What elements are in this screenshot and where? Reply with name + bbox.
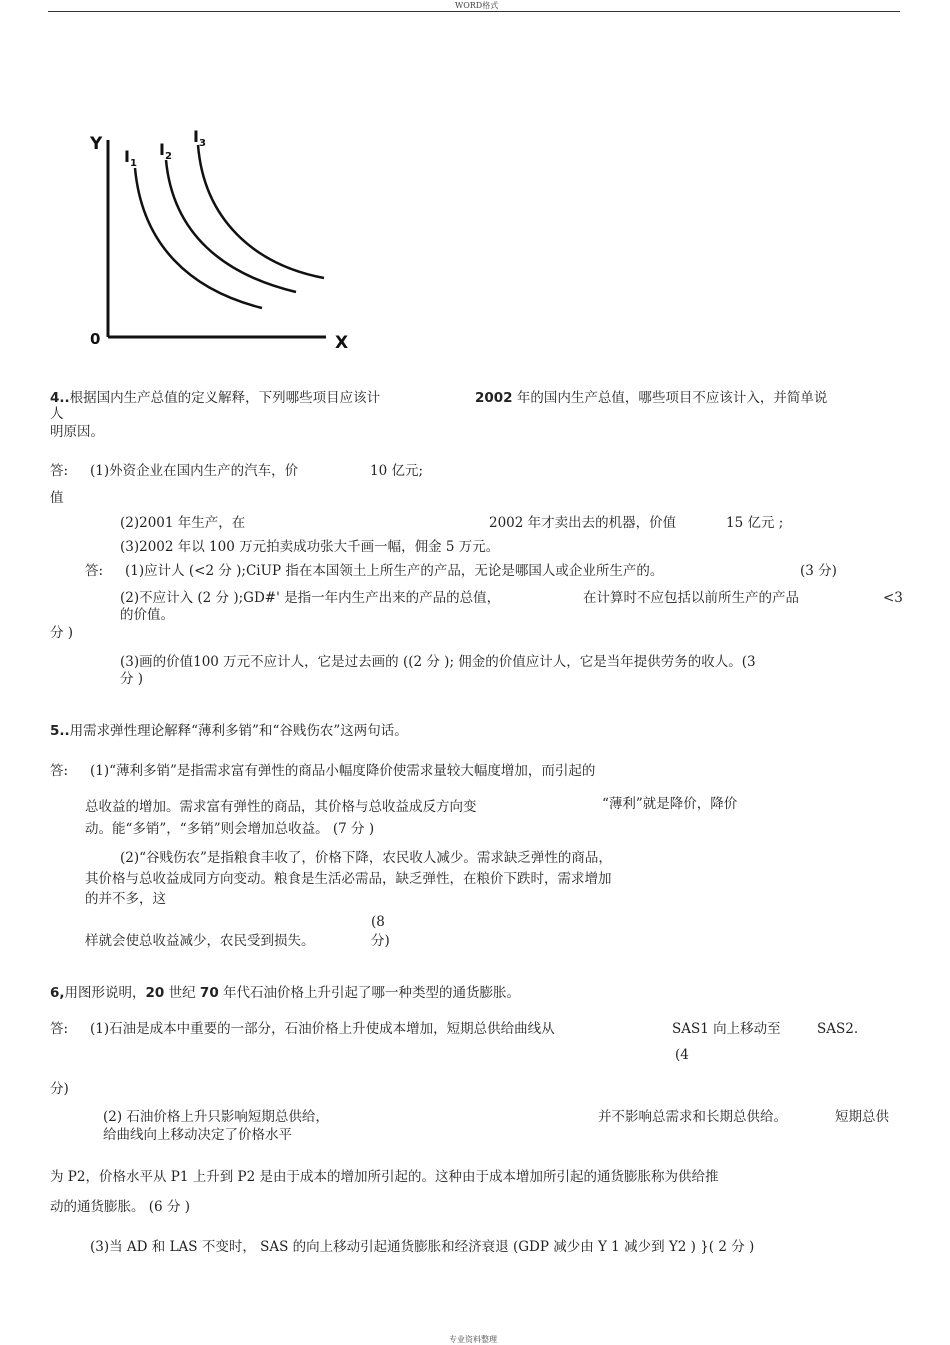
q4-answer2: (2)不应计入 (2 分 );GD#' 是指一年内生产出来的产品的总值， (120, 590, 501, 606)
q5-title: 用需求弹性理论解释“薄利多销”和“谷贱伤农”这两句话。 (69, 723, 408, 739)
curve-label-2: $I_2$ (159, 140, 172, 162)
q4-item1-wrap: 值 (50, 490, 64, 506)
q4-item1-value: 10 亿元; (370, 463, 424, 479)
q6-title-20: 20 (145, 985, 165, 1001)
q5-para1-line2: 总收益的增加。需求富有弹性的商品，其价格与总收益成反方向变 (85, 799, 477, 815)
q6-para4: (3)当 AD 和 LAS 不变时， SAS 的向上移动引起通货膨胀和经济衰退 (GDP 减少由 Y 1 减少到 Y2 ) }( 2 分 ) (90, 1239, 755, 1255)
q6-para2: (2) 石油价格上升只影响短期总供给， (103, 1109, 329, 1125)
q5-para1-line1: (1)“薄利多销”是指需求富有弹性的商品小幅度降价使需求量较大幅度增加，而引起的 (90, 763, 596, 779)
q5-para2-score-b: 分) (371, 933, 390, 949)
q6-para1-score-b: 分) (50, 1081, 69, 1097)
q6-para3-line1: 为 P2，价格水平从 P1 上升到 P2 是由于成本的增加所引起的。这种由于成本增加所引起的通货膨胀称为供给推 (50, 1169, 719, 1185)
q6-para1-c: SAS2. (817, 1021, 859, 1037)
x-axis-label: X (335, 333, 349, 353)
q6-title-c: 年代石油价格上升引起了哪一种类型的通货膨胀。 (218, 985, 521, 1001)
q6-para1-score-a: (4 (675, 1047, 689, 1063)
q6-para2-line2: 给曲线向上移动决定了价格水平 (103, 1127, 292, 1143)
curve-label-3: $I_3$ (193, 127, 206, 149)
q6-para3-line2: 动的通货膨胀。 (6 分 ) (50, 1199, 190, 1215)
header-rule (48, 11, 900, 12)
q5-para2-line3: 的并不多，这 (85, 891, 166, 907)
origin-label: 0 (90, 330, 101, 348)
q6-question (50, 984, 520, 1002)
q4-question-line1 (50, 389, 380, 407)
q6-title-b: 世纪 (164, 985, 200, 1001)
q4-answer2-line2: 的价值。 (120, 607, 174, 623)
q4-answer-label: 答: (50, 463, 69, 479)
q5-para1-line2b: “薄利”就是降价，降价 (602, 796, 738, 812)
q5-para1-line3: 动。能“多销”，“多销”则会增加总收益。 (7 分 ) (85, 821, 375, 837)
q4-question-text-b: 年的国内生产总值，哪些项目不应该计入，并简单说 (512, 390, 828, 406)
q4-answer1: (1)应计人 (<2 分 );CiUP 指在本国领土上所生产的产品，无论是哪国人或企业所生产的。 (125, 563, 664, 579)
q5-para2-score-a: (8 (371, 914, 385, 930)
q4-answer2-c: <3 (883, 590, 903, 606)
q6-answer-label: 答: (50, 1021, 69, 1037)
indifference-curve-figure (80, 125, 360, 355)
q5-para2-line4: 样就会使总收益减少，农民受到损失。 (85, 933, 315, 949)
q6-para1-b: SAS1 向上移动至 (672, 1021, 781, 1037)
q4-item1: (1)外资企业在国内生产的汽车，价 (90, 463, 299, 479)
q4-answer2-label: 答: (85, 563, 104, 579)
q4-question-text-a: 根据国内生产总值的定义解释，下列哪些项目应该计 (69, 390, 381, 406)
q4-item3: (3)2002 年以 100 万元拍卖成功张大千画一幅，佣金 5 万元。 (120, 539, 500, 555)
q5-question (50, 722, 408, 740)
q4-answer2-wrap: 分 ) (50, 625, 74, 641)
q4-answer2-b: 在计算时不应包括以前所生产的产品 (583, 590, 799, 606)
q4-year: 2002 (475, 390, 513, 406)
y-axis-label: Y (90, 134, 103, 154)
q4-number: 4.. (50, 390, 70, 406)
q4-answer3: (3)画的价值100 万元不应计人，它是过去画的 ((2 分 ); 佣金的价值应计人，它是当年提供劳务的收人。(3 (120, 654, 756, 670)
q5-para2-line2: 其价格与总收益成同方向变动。粮食是生活必需品，缺乏弹性，在粮价下跌时，需求增加 (85, 871, 612, 887)
q6-title-70: 70 (199, 985, 219, 1001)
q6-para1: (1)石油是成本中重要的一部分，石油价格上升使成本增加，短期总供给曲线从 (90, 1021, 555, 1037)
q4-question-wrap: 人 (50, 406, 64, 422)
q4-question-line2: 明原因。 (50, 424, 104, 440)
q6-para2-b: 并不影响总需求和长期总供给。 (598, 1109, 787, 1125)
q4-answer3-wrap: 分 ) (120, 671, 144, 687)
q4-item2: (2)2001 年生产，在 (120, 515, 246, 531)
q4-question-line1b (475, 389, 827, 407)
page-header: WORD格式 (455, 1, 499, 10)
curve-label-1: $I_1$ (124, 147, 137, 169)
q5-number: 5.. (50, 723, 70, 739)
page-footer: 专业资料整理 (449, 1335, 497, 1344)
q5-answer-label: 答: (50, 763, 69, 779)
q4-item2-value: 15 亿元 ; (726, 515, 784, 531)
q6-number: 6, (50, 985, 65, 1001)
indifference-curve-3 (198, 145, 324, 278)
q5-para2-line1: (2)“谷贱伤农”是指粮食丰收了，价格下降，农民收人减少。需求缺乏弹性的商品， (120, 850, 612, 866)
q4-answer1-score: (3 分) (800, 563, 837, 579)
q4-item2-b: 2002 年才卖出去的机器，价值 (489, 515, 677, 531)
q6-title-a: 用图形说明， (64, 985, 146, 1001)
q6-para2-c: 短期总供 (835, 1109, 889, 1125)
